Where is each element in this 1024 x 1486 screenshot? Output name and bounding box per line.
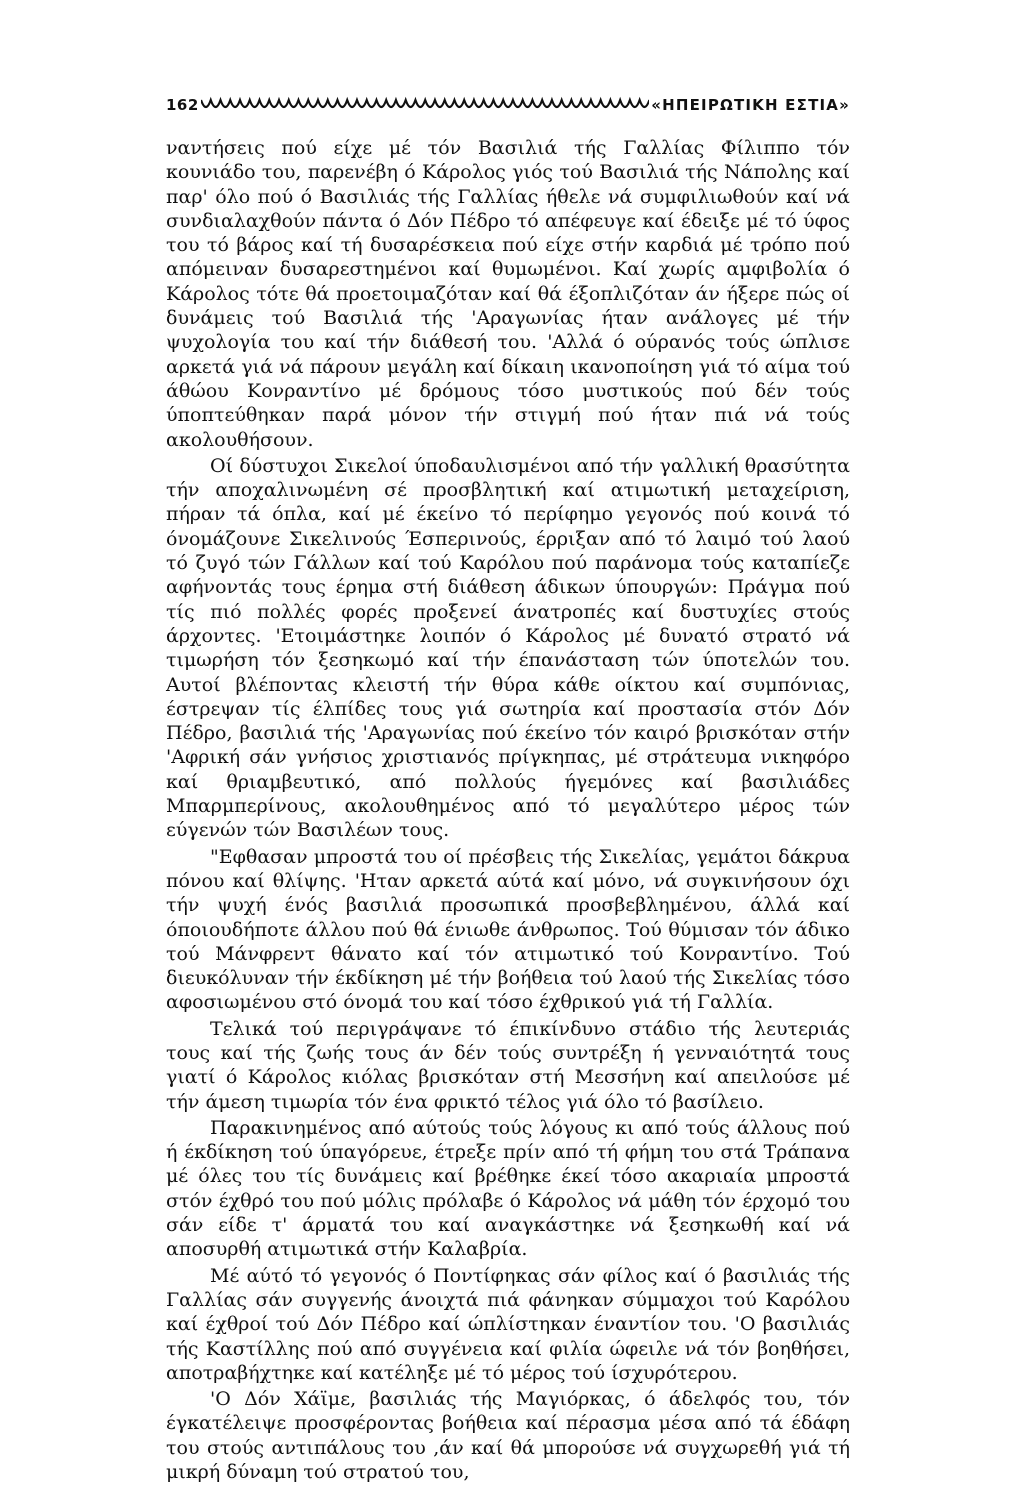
paragraph: ναντήσεις πού είχε μέ τόν Βασιλιά τής Γαλλίας Φίλιππο τόν κουνιάδο του, παρενέβη ό Κάρολος γιός τού Βασιλιά τής Νάπολης καί παρ' όλο πού ό Βασιλιάς τής Γαλλίας ήθελε νά συμφιλιωθούν καί νά συνδιαλαχθούν πάντα ό Δόν Πέδρο τό απέφευγε καί έδειξε μέ τό ύφος του τό βάρος καί τή δυσαρέσκεια πού είχε στήν καρδιά μέ τρόπο πού απόμειναν δυσαρεστημένοι καί θυμωμένοι. Καί χωρίς αμφιβολία ό Κάρολος τότε θά προετοιμαζόταν καί θά έξοπλιζόταν άν ήξερε πώς οί δυνάμεις τού Βασιλιά τής 'Αραγωνίας ήταν ανάλογες μέ τήν ψυχολογία του καί τήν διάθεσή του. 'Αλλά ό ούρανός τούς ώπλισε αρκετά γιά νά πάρουν μεγάλη καί δίκαιη ικανοποίηση γιά τό αίμα τού άθώου Κονραντίνο μέ δρόμους τόσο μυστικούς πού δέν τούς ύποπτεύθηκαν παρά μόνον τήν στιγμή πού ήταν πιά νά τούς ακολουθήσουν. (166, 137, 850, 451)
paragraph: Παρακινημένος από αύτούς τούς λόγους κι από τούς άλλους πού ή έκδίκηση τού ύπαγόρευε, έτρεξε πρίν από τή φήμη του στά Τράπανα μέ όλες του τίς δυνάμεις καί βρέθηκε έκεί τόσο ακαριαία μπροστά στόν έχθρό του πού μόλις πρόλαβε ό Κάρολος νά μάθη τόν έρχομό του σάν είδε τ' άρματά του καί αναγκάστηκε νά ξεσηκωθή καί νά αποσυρθή ατιμωτικά στήν Καλαβρία. (166, 1116, 850, 1261)
wave-ornament (201, 96, 649, 114)
paragraph: Οί δύστυχοι Σικελοί ύποδαυλισμένοι από τήν γαλλική θρασύτητα τήν αποχαλινωμένη σέ προσβλητική καί ατιμωτική μεταχείριση, πήραν τά όπλα, καί μέ έκείνο τό περίφημο γεγονός πού κοινά τό όνομάζουνε Σικελινούς Έσπερινούς, έρριξαν από τό λαιμό τού λαού τό ζυγό τών Γάλλων καί τού Καρόλου πού παράνομα τούς καταπίεζε αφήνοντάς τους έρημα στή διάθεση άδικων ύπουργών: Πράγμα πού τίς πιό πολλές φορές προξενεί άνατροπές καί δυστυχίες στούς άρχοντες. 'Ετοιμάστηκε λοιπόν ό Κάρολος μέ δυνατό στρατό νά τιμωρήση τόν ξεσηκωμό καί τήν έπανάσταση τών ύποτελών του. Αυτοί βλέποντας κλειστή τήν θύρα κάθε οίκτου καί συμπόνιας, έστρεψαν τίς έλπίδες τους γιά σωτηρία καί προστασία στόν Δόν Πέδρο, βασιλιά τής 'Αραγωνίας πού έκείνο τόν καιρό βρισκόταν στήν 'Αφρική σάν γνήσιος χριστιανός πρίγκηπας, μέ στράτευμα νικηφόρο καί θριαμβευτικό, από πολλούς ήγεμόνες καί βασιλιάδες Μπαρμπερίνους, ακολουθημένος από τό μεγαλύτερο μέρος τών εύγενών τών Βασιλέων τους. (166, 454, 850, 842)
paragraph: 'Ο Δόν Χάϊμε, βασιλιάς τής Μαγιόρκας, ό άδελφός του, τόν έγκατέλειψε προσφέροντας βοήθεια καί πέρασμα μέσα από τά έδάφη του στούς αντιπάλους του ,άν καί θά μπορούσε νά συγχωρεθή γιά τή μικρή δύναμη τού στρατού του, (166, 1388, 850, 1484)
journal-title: «ΗΠΕΙΡΩΤΙΚΗ ΕΣΤΙΑ» (651, 96, 850, 114)
paragraph: "Εφθασαν μπροστά του οί πρέσβεις τής Σικελίας, γεμάτοι δάκρυα πόνου καί θλίψης. 'Ηταν αρκετά αύτά καί μόνο, νά συγκινήσουν όχι τήν ψυχή ένός βασιλιά προσωπικά προσβεβλημένου, άλλά καί όποιουδήποτε άλλου πού θά ένιωθε άνθρωπος. Τού θύμισαν τόν άδικο τού Μάνφρεντ θάνατο καί τόν ατιμωτικό τού Κονραντίνο. Τού διευκόλυναν τήν έκδίκηση μέ τήν βοήθεια τού λαού τής Σικελίας τόσο αφοσιωμένου στό όνομά του καί τόσο έχθρικού γιά τή Γαλλία. (166, 845, 850, 1014)
article-body (166, 136, 850, 1486)
paragraph: Τελικά τού περιγράψανε τό έπικίνδυνο στάδιο τής λευτεριάς τους καί τής ζωής τους άν δέν τούς συντρέξη ή γενναιότητά τους γιατί ό Κάρολος κιόλας βρισκόταν στή Μεσσήνη καί απειλούσε μέ τήν άμεση τιμωρία τόν ένα φρικτό τέλος γιά όλο τό βασίλειο. (166, 1017, 850, 1113)
paragraph: Μέ αύτό τό γεγονός ό Ποντίφηκας σάν φίλος καί ό βασιλιάς τής Γαλλίας σάν συγγενής άνοιχτά πιά φάνηκαν σύμμαχοι τού Καρόλου καί έχθροί τού Δόν Πέδρο καί ώπλίστηκαν έναντίον του. 'Ο βασιλιάς τής Καστίλλης πού από συγγένεια καί φιλία ώφειλε νά τόν βοηθήσει, αποτραβήχτηκε καί κατέληξε μέ τό μέρος τού ίσχυρότερου. (166, 1264, 850, 1384)
page-number: 162 (166, 96, 199, 114)
running-header (166, 92, 850, 118)
